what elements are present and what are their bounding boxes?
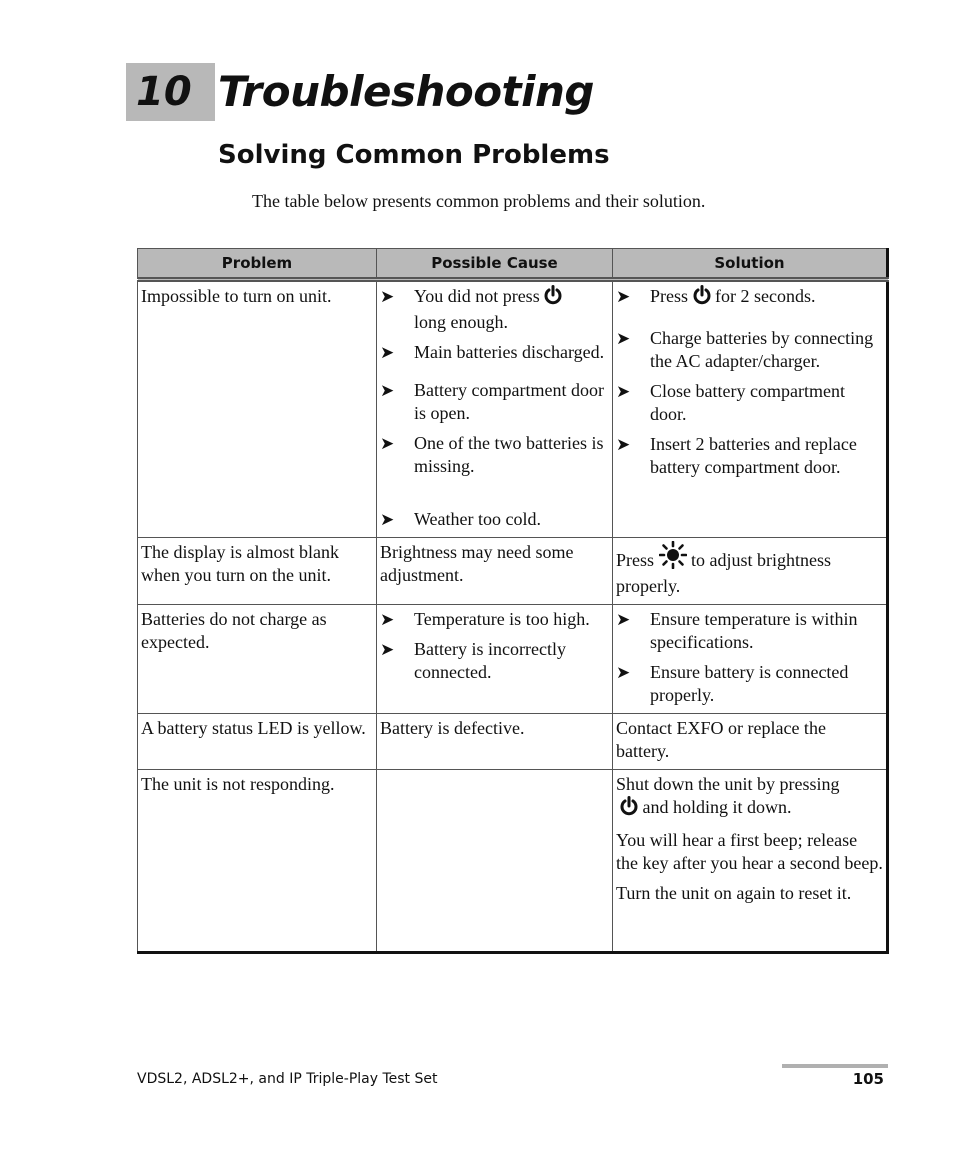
chapter-number: 10: [126, 63, 215, 121]
arrow-bullet-icon: ➤: [616, 663, 631, 682]
arrow-bullet-icon: ➤: [380, 510, 395, 529]
cause-text: Temperature is too high.: [414, 609, 590, 629]
problem-cell: [138, 280, 377, 538]
cause-text: Main batteries discharged.: [414, 342, 605, 362]
footer-product-name: VDSL2, ADSL2+, and IP Triple-Play Test Set: [137, 1071, 438, 1087]
power-icon: [693, 285, 711, 311]
problem-cell: Batteries do not charge as expected.: [138, 605, 377, 714]
table-row: [138, 605, 888, 714]
power-icon: [544, 285, 562, 311]
arrow-bullet-icon: ➤: [380, 640, 395, 659]
problem-cell: A battery status LED is yellow.: [138, 714, 377, 770]
table-row: [138, 538, 888, 605]
cause-cell: [377, 605, 613, 714]
cause-text: Weather too cold.: [414, 509, 542, 529]
list-item: [380, 285, 609, 334]
header-problem: Problem: [138, 249, 377, 280]
solution-text: Charge batteries by connecting the AC adapter/charger.: [650, 328, 874, 371]
table-row: [138, 714, 888, 770]
cause-cell: Brightness may need some adjustment.: [377, 538, 613, 605]
header-possible-cause: Possible Cause: [377, 249, 613, 280]
arrow-bullet-icon: ➤: [616, 382, 631, 401]
cause-text: You did not press: [414, 286, 540, 306]
list-item: [616, 608, 883, 654]
list-item: [380, 638, 609, 684]
list-item: [380, 432, 609, 478]
chapter-title: Troubleshooting: [218, 67, 594, 116]
arrow-bullet-icon: ➤: [380, 343, 395, 362]
arrow-bullet-icon: ➤: [380, 434, 395, 453]
table-row: [138, 280, 888, 538]
cause-cell: Battery is defective.: [377, 714, 613, 770]
solution-text: Ensure temperature is within specifications.: [650, 609, 858, 652]
cause-text: long enough.: [414, 312, 508, 332]
solution-text: Press: [650, 286, 689, 306]
solution-text: for 2 seconds.: [715, 286, 816, 306]
solution-paragraph: You will hear a first beep; release the key after you hear a second beep.: [616, 830, 883, 873]
solution-text: and holding it down.: [642, 797, 792, 817]
arrow-bullet-icon: ➤: [616, 435, 631, 454]
cause-cell: [377, 770, 613, 953]
header-solution: Solution: [613, 249, 888, 280]
list-item: [616, 285, 883, 311]
section-title: Solving Common Problems: [218, 140, 610, 170]
problem-cell: The display is almost blank when you turn on the unit.: [138, 538, 377, 605]
arrow-bullet-icon: ➤: [616, 287, 631, 306]
list-item: [380, 341, 609, 364]
power-icon: [620, 796, 638, 822]
solution-cell: [613, 770, 888, 953]
list-item: [616, 380, 883, 426]
arrow-bullet-icon: ➤: [616, 329, 631, 348]
list-item: [616, 433, 883, 479]
solution-paragraph: [616, 773, 883, 822]
troubleshooting-table: [137, 248, 889, 954]
intro-text: The table below presents common problems and their solution.: [252, 191, 706, 211]
arrow-bullet-icon: ➤: [380, 287, 395, 306]
solution-cell: [613, 538, 888, 605]
arrow-bullet-icon: ➤: [380, 610, 395, 629]
footer-rule: [782, 1064, 888, 1068]
solution-cell: Contact EXFO or replace the battery.: [613, 714, 888, 770]
cause-text: Battery compartment door is open.: [414, 380, 604, 423]
problem-cell: The unit is not responding.: [138, 770, 377, 953]
table-row: [138, 770, 888, 953]
list-item: [380, 608, 609, 631]
cause-cell: [377, 280, 613, 538]
cause-text: Battery is incorrectly connected.: [414, 639, 566, 682]
cause-text: One of the two batteries is missing.: [414, 433, 604, 476]
solution-cell: [613, 605, 888, 714]
list-item: [616, 327, 883, 373]
solution-text: Press: [616, 550, 655, 570]
brightness-icon: [659, 541, 687, 575]
solution-text: Insert 2 batteries and replace battery compartment door.: [650, 434, 857, 477]
list-item: [380, 508, 609, 531]
table-header-row: [138, 249, 888, 280]
solution-text: Close battery compartment door.: [650, 381, 845, 424]
solution-cell: [613, 280, 888, 538]
list-item: [616, 661, 883, 707]
solution-text: Shut down the unit by pressing: [616, 774, 840, 794]
page-number: 105: [852, 1070, 884, 1088]
solution-text: Ensure battery is connected properly.: [650, 662, 849, 705]
list-item: [380, 379, 609, 425]
arrow-bullet-icon: ➤: [616, 610, 631, 629]
solution-paragraph: Turn the unit on again to reset it.: [616, 883, 852, 903]
problem-text: Impossible to turn on unit.: [141, 286, 332, 306]
arrow-bullet-icon: ➤: [380, 381, 395, 400]
solution-text: to adjust brightness properly.: [616, 550, 832, 596]
